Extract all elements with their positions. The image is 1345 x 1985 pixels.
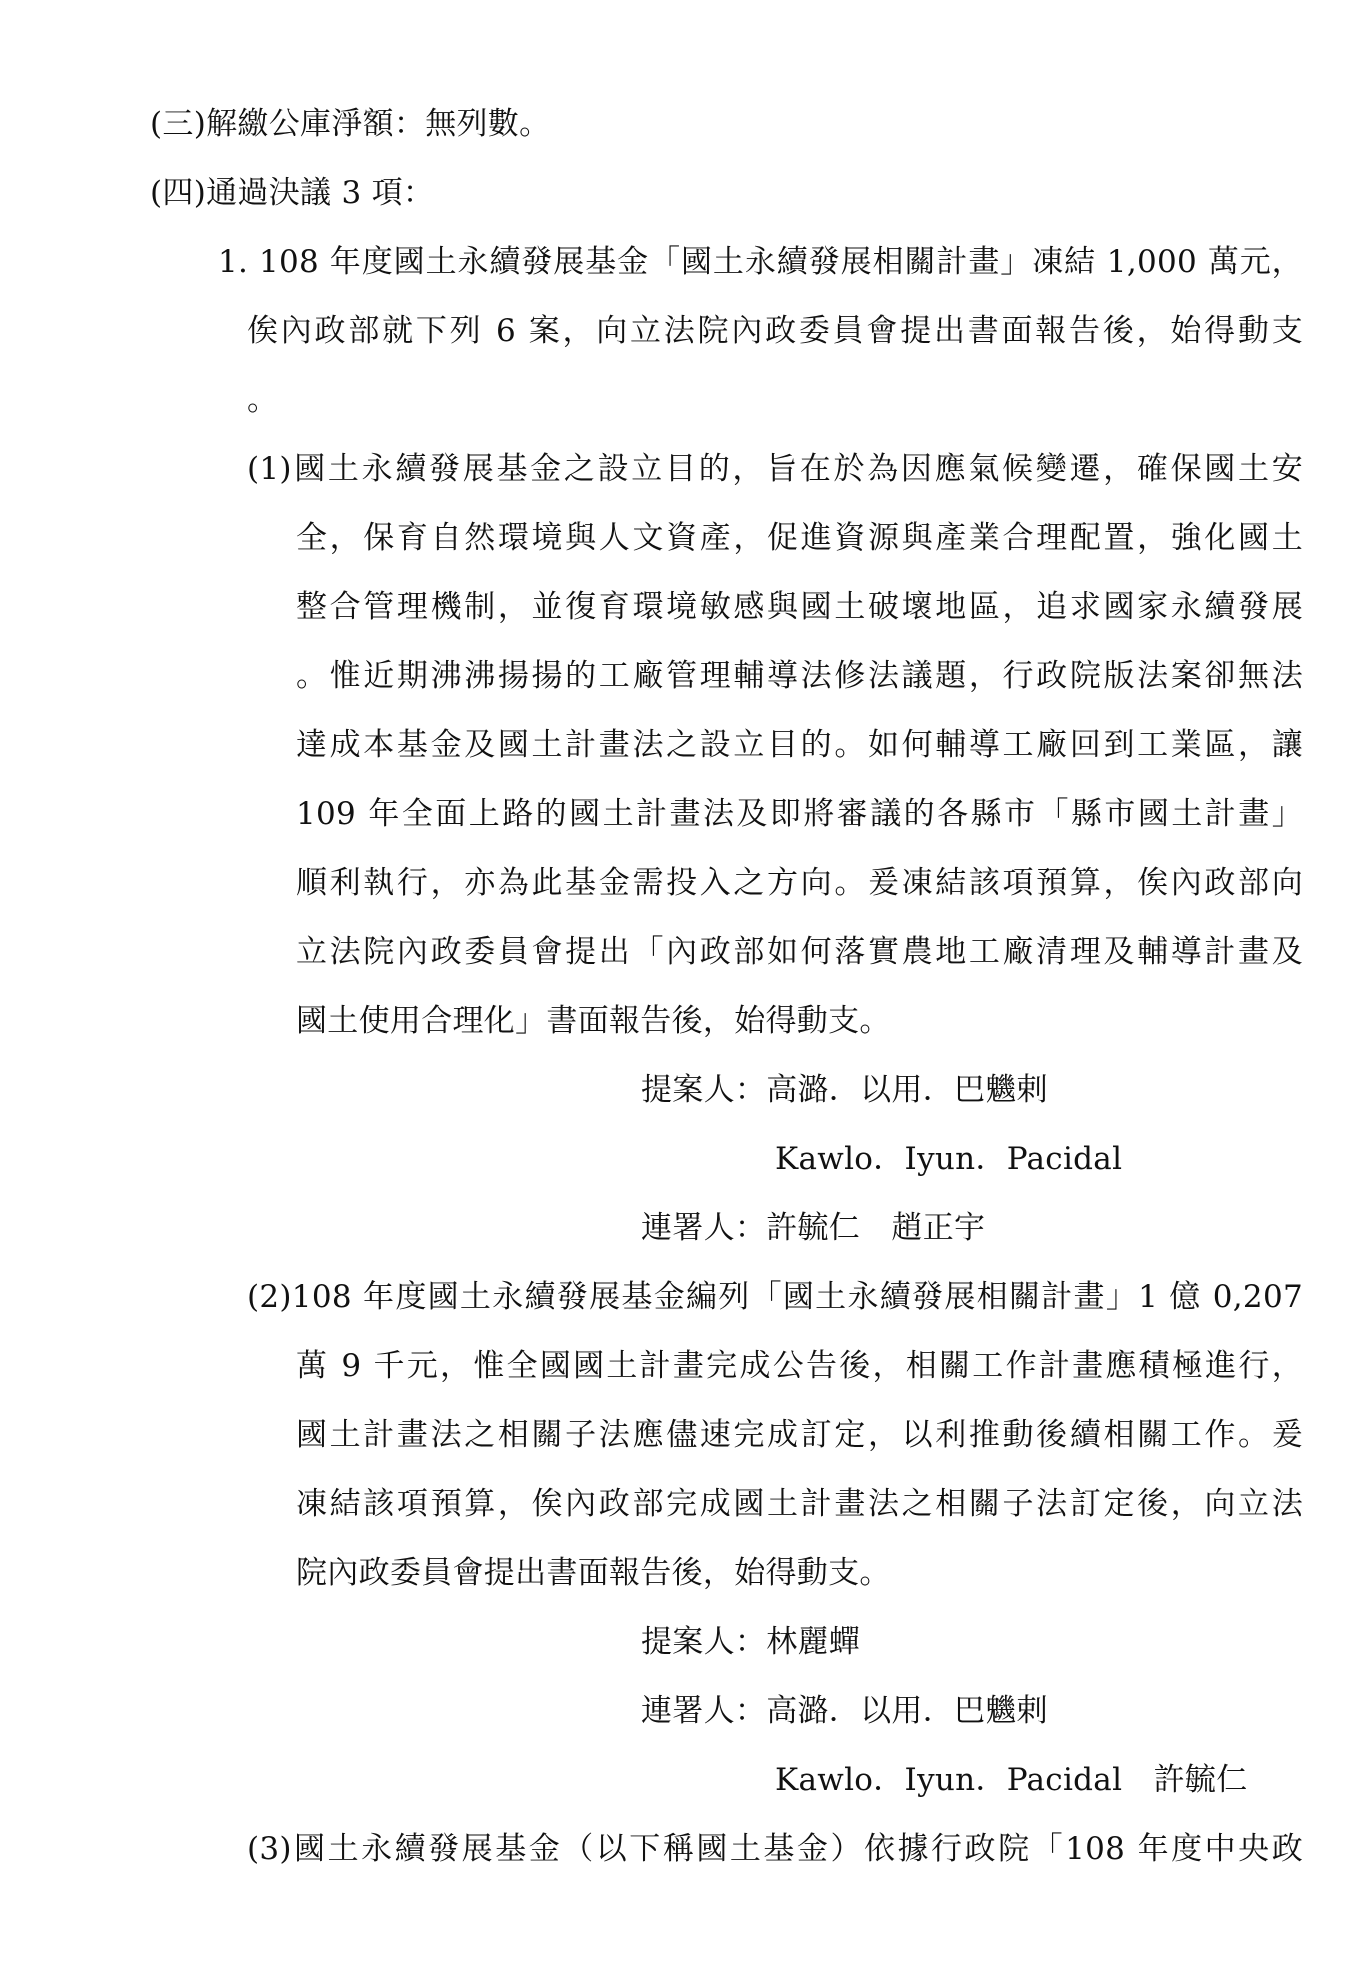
item-2-cosigners-continued: Kawlo．Iyun．Pacidal 許毓仁	[775, 1762, 1248, 1798]
resolution-1-line-1: 1. 108 年度國土永續發展基金「國土永續發展相關計畫」凍結 1,000 萬元，	[218, 244, 1303, 280]
item-1-line-9: 國土使用合理化」書面報告後，始得動支。	[296, 1003, 891, 1039]
resolution-1-line-3: 。	[247, 382, 279, 418]
item-1-line-7: 順利執行，亦為此基金需投入之方向。爰凍結該項預算，俟內政部向	[296, 865, 1303, 901]
item-1-line-5: 達成本基金及國土計畫法之設立目的。如何輔導工廠回到工業區，讓	[296, 727, 1303, 763]
section-heading-4: (四)通過決議 3 項：	[150, 175, 435, 211]
item-2-proposer: 提案人：林麗蟬	[641, 1624, 861, 1660]
item-1-proposer-romanized: Kawlo．Iyun．Pacidal	[775, 1141, 1123, 1177]
item-3-line-1: (3)國土永續發展基金（以下稱國土基金）依據行政院「108 年度中央政	[247, 1831, 1303, 1867]
item-1-line-3: 整合管理機制，並復育環境敏感與國土破壞地區，追求國家永續發展	[296, 589, 1303, 625]
item-2-line-2: 萬 9 千元，惟全國國土計畫完成公告後，相關工作計畫應積極進行，	[296, 1348, 1303, 1384]
item-1-line-1: (1)國土永續發展基金之設立目的，旨在於為因應氣候變遷，確保國土安	[247, 451, 1303, 487]
item-1-line-8: 立法院內政委員會提出「內政部如何落實農地工廠清理及輔導計畫及	[296, 934, 1303, 970]
item-1-cosigners: 連署人：許毓仁 趙正宇	[641, 1210, 986, 1246]
item-2-line-4: 凍結該項預算，俟內政部完成國土計畫法之相關子法訂定後，向立法	[296, 1486, 1303, 1522]
item-1-line-6: 109 年全面上路的國土計畫法及即將審議的各縣市「縣市國土計畫」	[296, 796, 1303, 832]
item-1-line-2: 全，保育自然環境與人文資產，促進資源與產業合理配置，強化國土	[296, 520, 1303, 556]
section-heading-3: (三)解繳公庫淨額：無列數。	[150, 106, 551, 142]
item-2-line-3: 國土計畫法之相關子法應儘速完成訂定，以利推動後續相關工作。爰	[296, 1417, 1303, 1453]
item-2-cosigners: 連署人：高潞．以用．巴魕剌	[641, 1693, 1048, 1729]
item-1-line-4: 。惟近期沸沸揚揚的工廠管理輔導法修法議題，行政院版法案卻無法	[296, 658, 1303, 694]
resolution-1-line-2: 俟內政部就下列 6 案，向立法院內政委員會提出書面報告後，始得動支	[247, 313, 1303, 349]
item-2-line-1: (2)108 年度國土永續發展基金編列「國土永續發展相關計畫」1 億 0,207	[247, 1279, 1303, 1315]
item-1-proposer: 提案人：高潞．以用．巴魕剌	[641, 1072, 1048, 1108]
item-2-line-5: 院內政委員會提出書面報告後，始得動支。	[296, 1555, 891, 1591]
